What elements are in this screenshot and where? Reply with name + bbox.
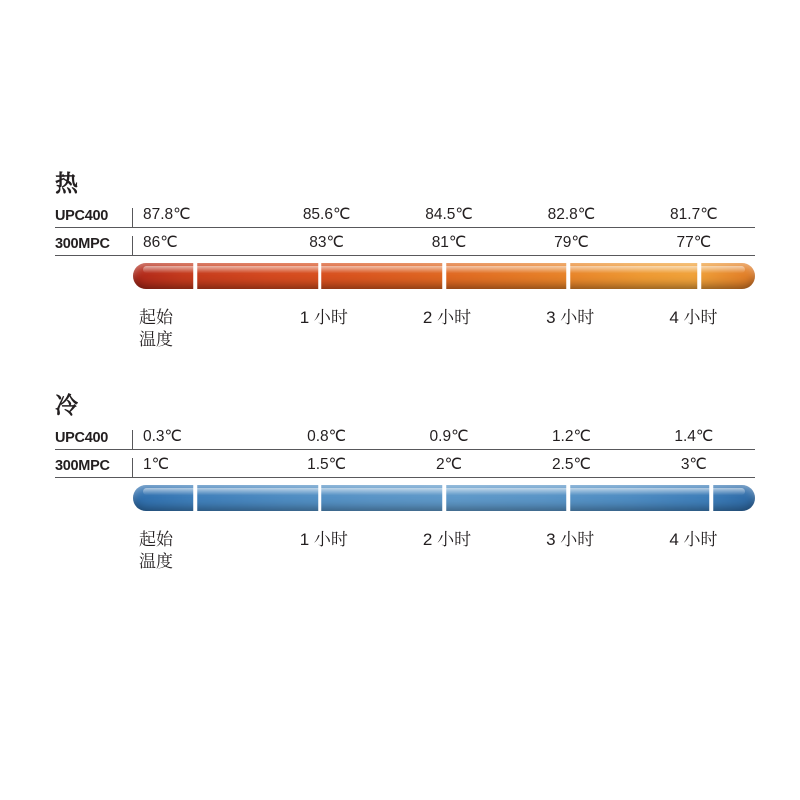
cold-bar-wrapper [55,485,755,519]
bar-tick [697,263,701,289]
x-axis-label: 2 小时 [422,308,472,327]
table-cell: 87.8℃ [143,206,191,223]
table-cell: 0.8℃ [307,428,347,445]
hot-section [55,170,755,351]
bar-tick [442,263,446,289]
cold-row-300mpc-label: 300MPC [55,458,133,477]
hot-row-upc400-cells [133,205,755,227]
hot-row-300mpc [55,228,755,256]
cold-data-grid [55,422,755,478]
table-cell: 1.5℃ [307,456,347,473]
x-axis-label: 2 小时 [422,530,472,549]
table-cell: 0.9℃ [429,428,469,445]
cold-row-upc400-cells [133,427,755,449]
table-cell: 77℃ [676,234,712,251]
table-cell: 82.8℃ [547,206,596,223]
table-cell: 81.7℃ [670,206,718,223]
cold-gradient-bar [133,485,755,511]
table-cell: 83℃ [309,234,344,251]
x-axis-label: 1 小时 [299,530,348,549]
table-cell: 1.2℃ [551,428,591,445]
x-axis-label: 3 小时 [546,530,595,549]
x-axis-label [133,307,262,351]
bar-tick [567,263,571,289]
cold-row-300mpc [55,450,755,478]
cold-row-300mpc-cells [133,455,755,477]
x-axis-label-line1: 起始 [139,308,173,327]
table-cell: 1℃ [143,456,170,473]
bar-tick [193,485,197,511]
bar-tick [567,485,571,511]
table-cell: 2.5℃ [551,456,591,473]
bar-tick [318,485,322,511]
hot-row-300mpc-cells [133,233,755,255]
bar-tick [710,485,714,511]
x-axis-label-line2: 温度 [139,552,173,571]
table-cell: 85.6℃ [302,206,351,223]
table-cell: 84.5℃ [425,206,473,223]
hot-row-upc400-label: UPC400 [55,208,133,227]
hot-row-upc400 [55,200,755,228]
table-cell: 86℃ [143,234,178,251]
cold-x-axis-labels [55,529,755,573]
cold-section [55,392,755,573]
table-cell: 2℃ [436,456,463,473]
x-axis-label: 4 小时 [669,308,718,327]
hot-row-300mpc-label: 300MPC [55,236,133,255]
table-cell: 1.4℃ [674,428,714,445]
table-cell: 81℃ [431,234,467,251]
table-cell: 0.3℃ [143,428,182,445]
hot-section-title: 热 [55,170,78,196]
cold-row-upc400-label: UPC400 [55,430,133,449]
bar-tick [318,263,322,289]
hot-data-grid [55,200,755,256]
hot-x-axis-labels [55,307,755,351]
x-axis-label-line1: 起始 [139,530,173,549]
x-axis-label [133,529,262,573]
x-axis-label-line2: 温度 [139,330,173,349]
hot-gradient-bar [133,263,755,289]
cold-row-upc400 [55,422,755,450]
bar-tick [442,485,446,511]
x-axis-label: 3 小时 [546,308,595,327]
x-axis-label: 1 小时 [299,308,348,327]
table-cell: 3℃ [680,456,707,473]
hot-bar-wrapper [55,263,755,297]
bar-tick [193,263,197,289]
x-axis-label: 4 小时 [669,530,718,549]
cold-section-title: 冷 [55,392,78,418]
table-cell: 79℃ [554,234,589,251]
